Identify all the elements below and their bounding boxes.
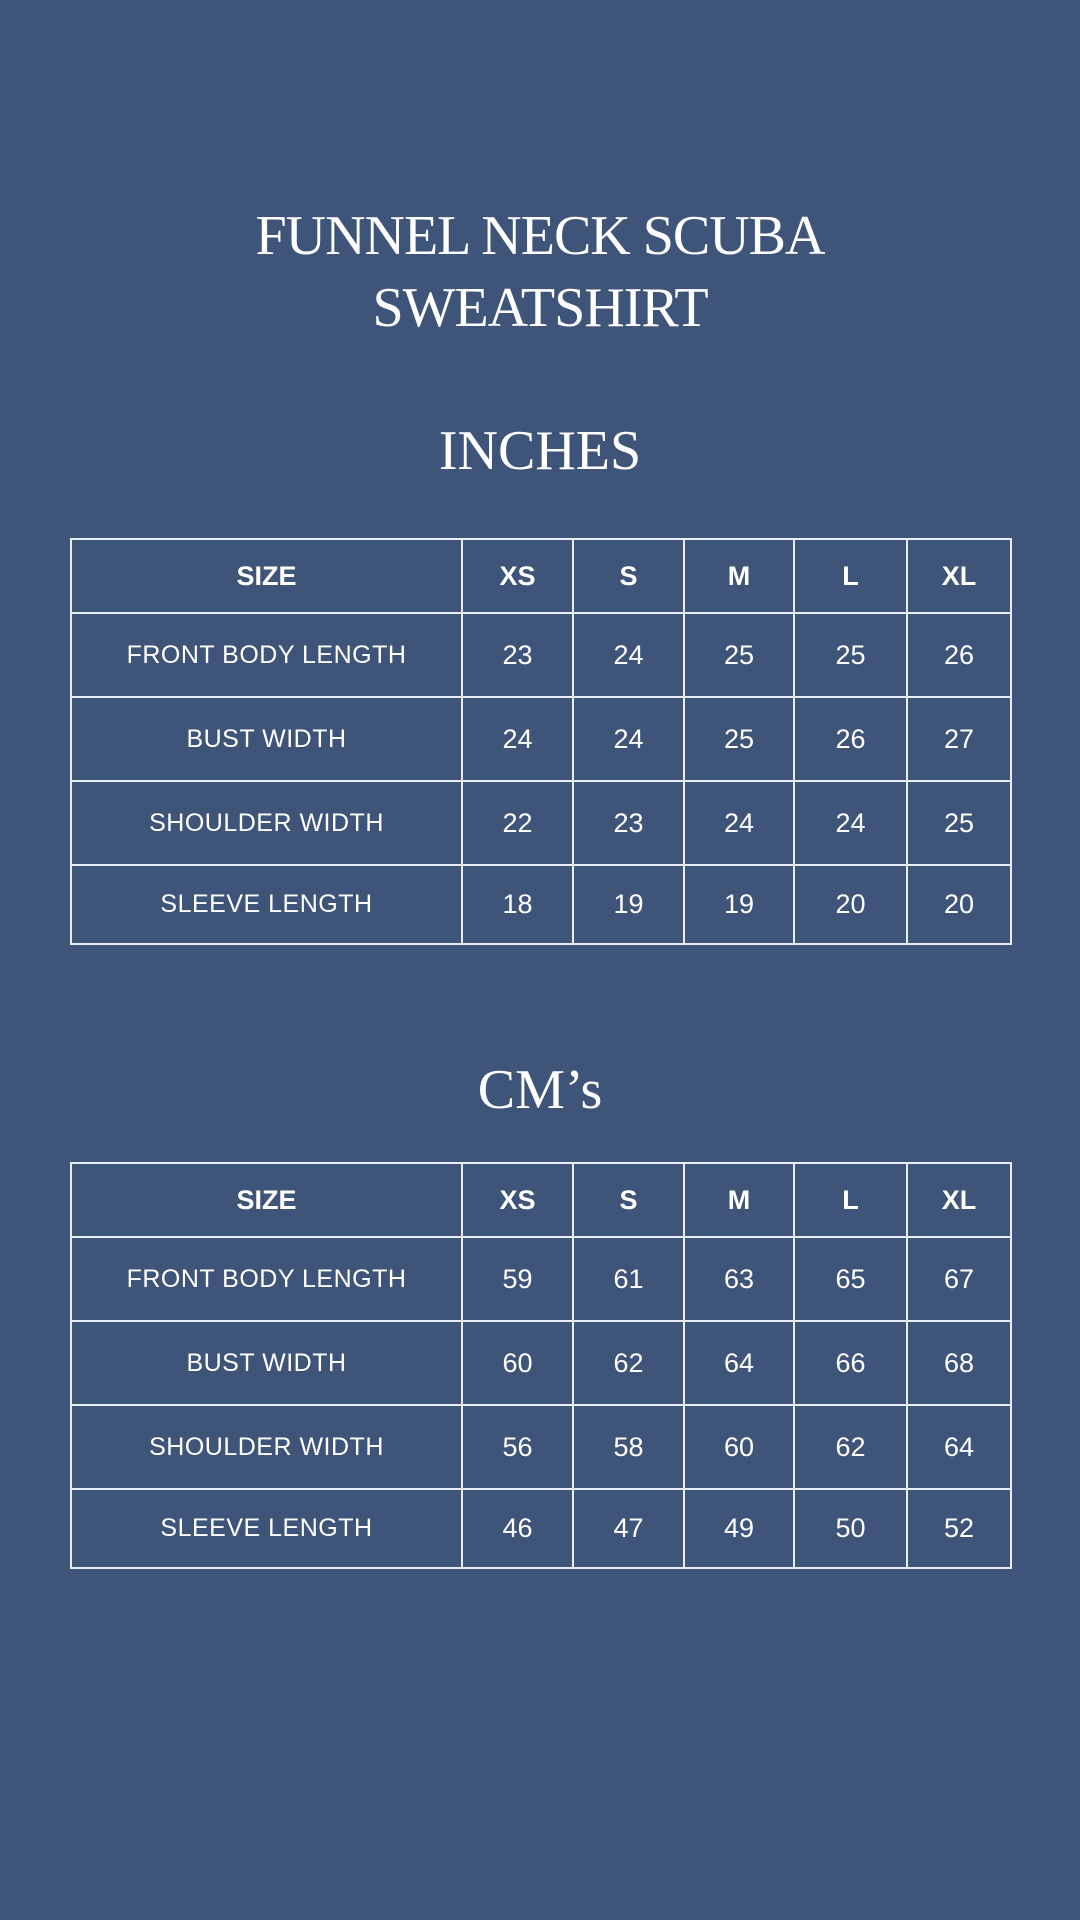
table-cell: 56 bbox=[462, 1405, 573, 1489]
table-cell: 46 bbox=[462, 1489, 573, 1568]
table-cell: 62 bbox=[794, 1405, 907, 1489]
table-cell: 64 bbox=[684, 1321, 794, 1405]
table-cell: 62 bbox=[573, 1321, 684, 1405]
table-cell: 24 bbox=[684, 781, 794, 865]
header-xs: XS bbox=[462, 539, 573, 613]
measurement-label: SHOULDER WIDTH bbox=[71, 781, 462, 865]
table-cell: 23 bbox=[462, 613, 573, 697]
table-cell: 20 bbox=[794, 865, 907, 944]
measurement-label: FRONT BODY LENGTH bbox=[71, 1237, 462, 1321]
table-header-row bbox=[71, 539, 1011, 613]
page-title bbox=[0, 200, 1080, 344]
table-cell: 18 bbox=[462, 865, 573, 944]
table-cell: 58 bbox=[573, 1405, 684, 1489]
table-cell: 24 bbox=[573, 613, 684, 697]
inches-size-table bbox=[70, 538, 1012, 945]
table-cell: 66 bbox=[794, 1321, 907, 1405]
measurement-label: FRONT BODY LENGTH bbox=[71, 613, 462, 697]
table-cell: 52 bbox=[907, 1489, 1011, 1568]
header-l: L bbox=[794, 539, 907, 613]
table-row bbox=[71, 1489, 1011, 1568]
header-xl: XL bbox=[907, 1163, 1011, 1237]
table-cell: 19 bbox=[573, 865, 684, 944]
cms-heading: CM’s bbox=[477, 1059, 603, 1121]
table-cell: 25 bbox=[794, 613, 907, 697]
table-cell: 24 bbox=[794, 781, 907, 865]
measurement-label: SLEEVE LENGTH bbox=[71, 1489, 462, 1568]
table-cell: 22 bbox=[462, 781, 573, 865]
inches-heading: INCHES bbox=[438, 420, 642, 482]
table-cell: 25 bbox=[684, 697, 794, 781]
table-cell: 49 bbox=[684, 1489, 794, 1568]
table-cell: 19 bbox=[684, 865, 794, 944]
header-s: S bbox=[573, 1163, 684, 1237]
measurement-label: BUST WIDTH bbox=[71, 1321, 462, 1405]
page-title-line-1: FUNNEL NECK SCUBA bbox=[255, 205, 825, 267]
header-xs: XS bbox=[462, 1163, 573, 1237]
table-cell: 61 bbox=[573, 1237, 684, 1321]
header-m: M bbox=[684, 539, 794, 613]
table-row bbox=[71, 613, 1011, 697]
page-title-line-2: SWEATSHIRT bbox=[372, 277, 708, 339]
header-s: S bbox=[573, 539, 684, 613]
table-row bbox=[71, 1321, 1011, 1405]
table-row bbox=[71, 1237, 1011, 1321]
table-cell: 64 bbox=[907, 1405, 1011, 1489]
table-cell: 26 bbox=[794, 697, 907, 781]
table-cell: 67 bbox=[907, 1237, 1011, 1321]
header-l: L bbox=[794, 1163, 907, 1237]
header-size: SIZE bbox=[71, 539, 462, 613]
table-cell: 24 bbox=[573, 697, 684, 781]
header-xl: XL bbox=[907, 539, 1011, 613]
table-cell: 20 bbox=[907, 865, 1011, 944]
cms-size-table bbox=[70, 1162, 1012, 1569]
table-cell: 65 bbox=[794, 1237, 907, 1321]
table-row bbox=[71, 697, 1011, 781]
table-row bbox=[71, 865, 1011, 944]
table-cell: 59 bbox=[462, 1237, 573, 1321]
table-header-row bbox=[71, 1163, 1011, 1237]
table-row bbox=[71, 1405, 1011, 1489]
header-m: M bbox=[684, 1163, 794, 1237]
table-row bbox=[71, 781, 1011, 865]
measurement-label: BUST WIDTH bbox=[71, 697, 462, 781]
table-cell: 60 bbox=[462, 1321, 573, 1405]
table-cell: 68 bbox=[907, 1321, 1011, 1405]
table-cell: 26 bbox=[907, 613, 1011, 697]
table-cell: 23 bbox=[573, 781, 684, 865]
table-cell: 47 bbox=[573, 1489, 684, 1568]
table-cell: 50 bbox=[794, 1489, 907, 1568]
table-cell: 24 bbox=[462, 697, 573, 781]
table-cell: 63 bbox=[684, 1237, 794, 1321]
table-cell: 25 bbox=[684, 613, 794, 697]
measurement-label: SLEEVE LENGTH bbox=[71, 865, 462, 944]
header-size: SIZE bbox=[71, 1163, 462, 1237]
table-cell: 60 bbox=[684, 1405, 794, 1489]
table-cell: 27 bbox=[907, 697, 1011, 781]
table-cell: 25 bbox=[907, 781, 1011, 865]
measurement-label: SHOULDER WIDTH bbox=[71, 1405, 462, 1489]
